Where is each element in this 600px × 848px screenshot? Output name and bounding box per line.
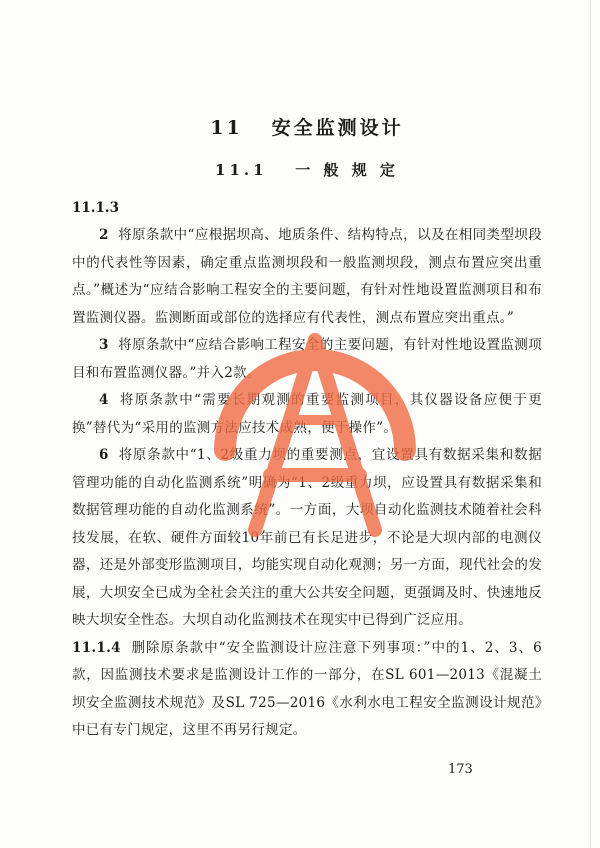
item-number: 2 (99, 227, 109, 243)
section-title-text: 一 般 规 定 (295, 161, 399, 179)
item-text: 将原条款中“需要长期观测的重要监测项目，其仪器设备应便于更换”替代为“采用的监测方法应技术成熟，便于操作”。 (72, 392, 542, 436)
clause-number-11-1-4: 11.1.4 (72, 639, 121, 656)
clause-text: 删除原条款中“安全监测设计应注意下列事项：”中的1、2、3、6款，因监测技术要求是监测设计工作的一部分，在SL 601—2013《混凝土坝安全监测技术规范》及SL 725—2016《水利水电工程安全监测设计规范》中已有专门规定，这里不再另行规定。 (72, 639, 542, 738)
section-number: 11.1 (215, 161, 268, 179)
item-text: 将原条款中“应结合影响工程安全的主要问题，有针对性地设置监测项目和布置监测仪器。”并入2款。 (72, 337, 543, 381)
clause-number-11-1-3: 11.1.3 (72, 200, 119, 216)
chapter-number: 11 (210, 117, 243, 139)
item-number: 6 (99, 447, 109, 463)
page-number: 173 (448, 762, 473, 777)
item-text: 将原条款中“1、2级重力坝的重要测点，宜设置具有数据采集和数据管理功能的自动化监测系统”明确为“1、2级重力坝，应设置具有数据采集和数据管理功能的自动化监测系统”。一方面，大坝自动化监测技术随着社会科技发展，在软、硬件方面较10年前已有长足进步，不论是大坝内部的电测仪器，还是外部变形监测项目，均能实现自动化观测；另一方面，现代社会的发展，大坝安全已成为全社会关注的重大公共安全问题，更强调及时、快速地反映大坝安全性态。大坝自动化监测技术在现实中已得到广泛应用。 (72, 447, 542, 628)
watermark-logo (195, 300, 435, 560)
section-title (72, 159, 542, 181)
clause-11-1-4 (72, 635, 542, 745)
page-edge-line (590, 0, 591, 848)
chapter-title (72, 113, 542, 139)
watermark-stroke (225, 360, 405, 450)
item-text: 将原条款中“应根据坝高、地质条件、结构特点，以及在相同类型坝段中的代表性等因素，确定重点监测坝段和一般监测坝段，测点布置应突出重点。”概述为“应结合影响工程安全的主要问题，有针对性地设置监测项目和布置监测仪器。监测断面或部位的选择应有代表性，测点布置应突出重点。” (72, 227, 543, 326)
item-number: 4 (99, 392, 109, 408)
item-number: 3 (99, 337, 109, 353)
chapter-title-text: 安全监测设计 (271, 117, 404, 139)
